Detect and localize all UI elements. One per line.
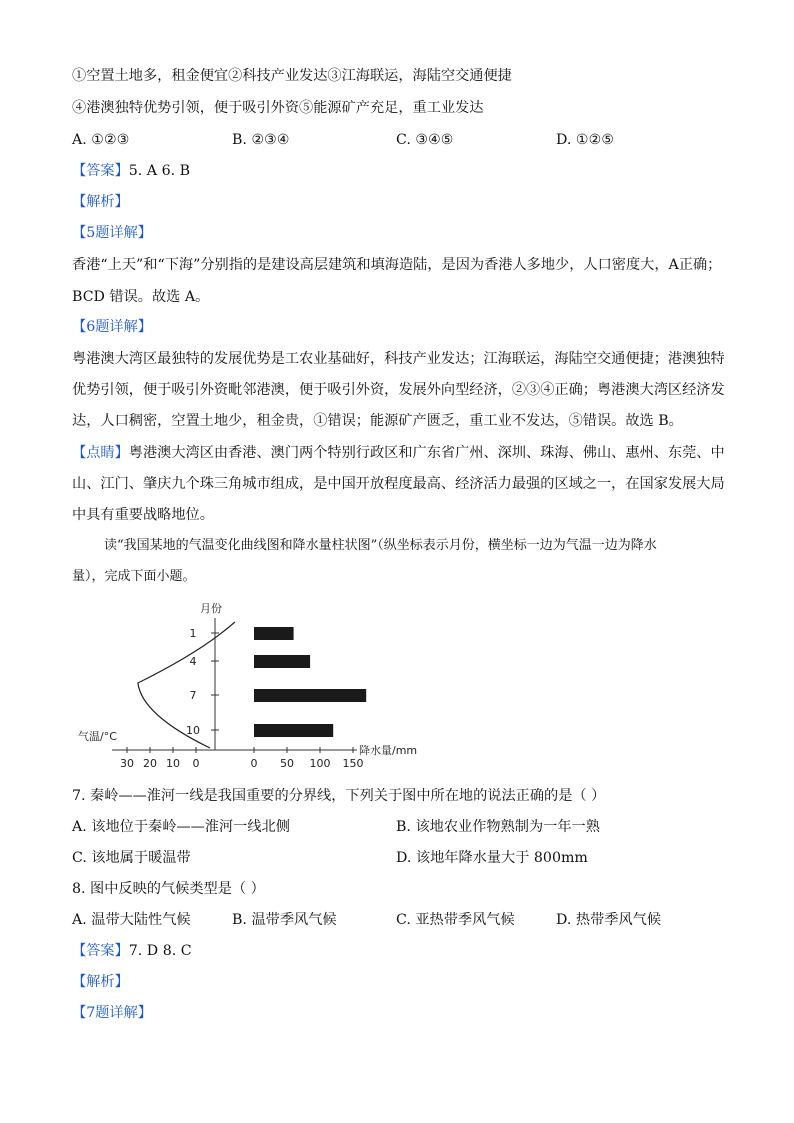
precip-bar (254, 655, 310, 668)
q5-detail-line: 香港“上天”和“下海”分别指的是建设高层建筑和填海造陆，是因为香港人多地少，人口密度大，A正确； (72, 257, 722, 273)
q6-detail-line: 优势引领，便于吸引外资毗邻港澳，便于吸引外资，发展外向型经济，②③④正确；粤港澳大湾区经济发 (72, 382, 725, 398)
month-tick-label: 10 (186, 724, 200, 737)
key-points-text: 粤港澳大湾区由香港、澳门两个特别行政区和广东省广州、深圳、珠海、佛山、惠州、东莞、中 (128, 445, 725, 461)
q8-choice-a: A. 温带大陆性气候 (72, 912, 191, 928)
q5-choice-b: B. ②③④ (232, 132, 290, 148)
q5-detail-tag: 【5题详解】 (72, 225, 152, 241)
q5-choice-c: C. ③④⑤ (396, 132, 454, 148)
q7-choice-c: C. 该地属于暖温带 (72, 850, 191, 866)
analysis-tag: 【解析】 (72, 974, 129, 990)
q7-choice-a: A. 该地位于秦岭——淮河一线北侧 (72, 819, 290, 835)
q7-detail-tag: 【7题详解】 (72, 1005, 152, 1021)
temp-tick-label: 10 (166, 757, 180, 770)
temp-tick-label: 30 (120, 757, 134, 770)
precip-bar (254, 689, 366, 702)
answer-text: 5. A 6. B (128, 163, 191, 179)
key-points-tag: 【点睛】 (72, 445, 129, 461)
precip-bar (254, 627, 294, 640)
precip-axis-label: 降水量/mm (359, 744, 418, 757)
precip-tick-label: 150 (342, 757, 364, 770)
q5-choice-a: A. ①②③ (72, 132, 130, 148)
q7-stem: 7. 秦岭——淮河一线是我国重要的分界线，下列关于图中所在地的说法正确的是（ ） (72, 788, 606, 804)
q7-choice-d: D. 该地年降水量大于 800mm (396, 850, 588, 866)
precip-tick-label: 0 (250, 757, 258, 770)
month-tick-label: 1 (189, 627, 197, 640)
q8-choice-d: D. 热带季风气候 (556, 912, 662, 928)
precip-bar (254, 724, 333, 737)
q5-choice-d: D. ①②⑤ (556, 132, 615, 148)
q6-detail-line: 达，人口稠密，空置土地少，租金贵，①错误；能源矿产匮乏，重工业不发达，⑤错误。故选 B。 (72, 413, 683, 429)
q8-choice-c: C. 亚热带季风气候 (396, 912, 515, 928)
temp-tick-label: 0 (192, 757, 200, 770)
answer-text: 7. D 8. C (128, 943, 192, 959)
answer-line-2 (72, 941, 192, 961)
intro-line2: 量），完成下面小题。 (72, 569, 196, 584)
q6-detail-line: 粤港澳大湾区最独特的发展优势是工农业基础好，科技产业发达；江海联运，海陆空交通便捷；港澳独特 (72, 351, 725, 367)
key-points-line1 (72, 443, 725, 463)
answer-tag: 【答案】 (72, 943, 129, 959)
key-points-line: 山、江门、肇庆九个珠三角城市组成，是中国开放程度最高、经济活力最强的区域之一，在国家发展大局 (72, 476, 725, 492)
month-tick-label: 4 (189, 655, 197, 668)
temp-tick-label: 20 (143, 757, 157, 770)
answer-line-1 (72, 161, 190, 181)
key-points-line: 中具有重要战略地位。 (72, 507, 214, 523)
month-tick-label: 7 (189, 689, 197, 702)
q6-detail-tag: 【6题详解】 (72, 319, 152, 335)
q5-items-line2: ④港澳独特优势引领，便于吸引外资⑤能源矿产充足，重工业发达 (72, 100, 484, 116)
q5-detail-line: BCD 错误。故选 A。 (72, 289, 210, 305)
climate-chart (72, 600, 418, 780)
q5-items-line1: ①空置土地多，租金便宜②科技产业发达③江海联运，海陆空交通便捷 (72, 68, 512, 84)
analysis-tag: 【解析】 (72, 194, 129, 210)
temp-axis-label: 气温/°C (78, 730, 117, 743)
answer-tag: 【答案】 (72, 163, 129, 179)
month-axis-label: 月份 (200, 602, 222, 615)
precip-tick-label: 50 (280, 757, 294, 770)
q7-choice-b: B. 该地农业作物熟制为一年一熟 (396, 819, 600, 835)
q8-choice-b: B. 温带季风气候 (232, 912, 337, 928)
q8-stem: 8. 图中反映的气候类型是（ ） (72, 881, 265, 897)
precip-tick-label: 100 (309, 757, 331, 770)
intro-line1: 读“我国某地的气温变化曲线图和降水量柱状图”（纵坐标表示月份，横坐标一边为气温一边为降水 (104, 538, 657, 553)
